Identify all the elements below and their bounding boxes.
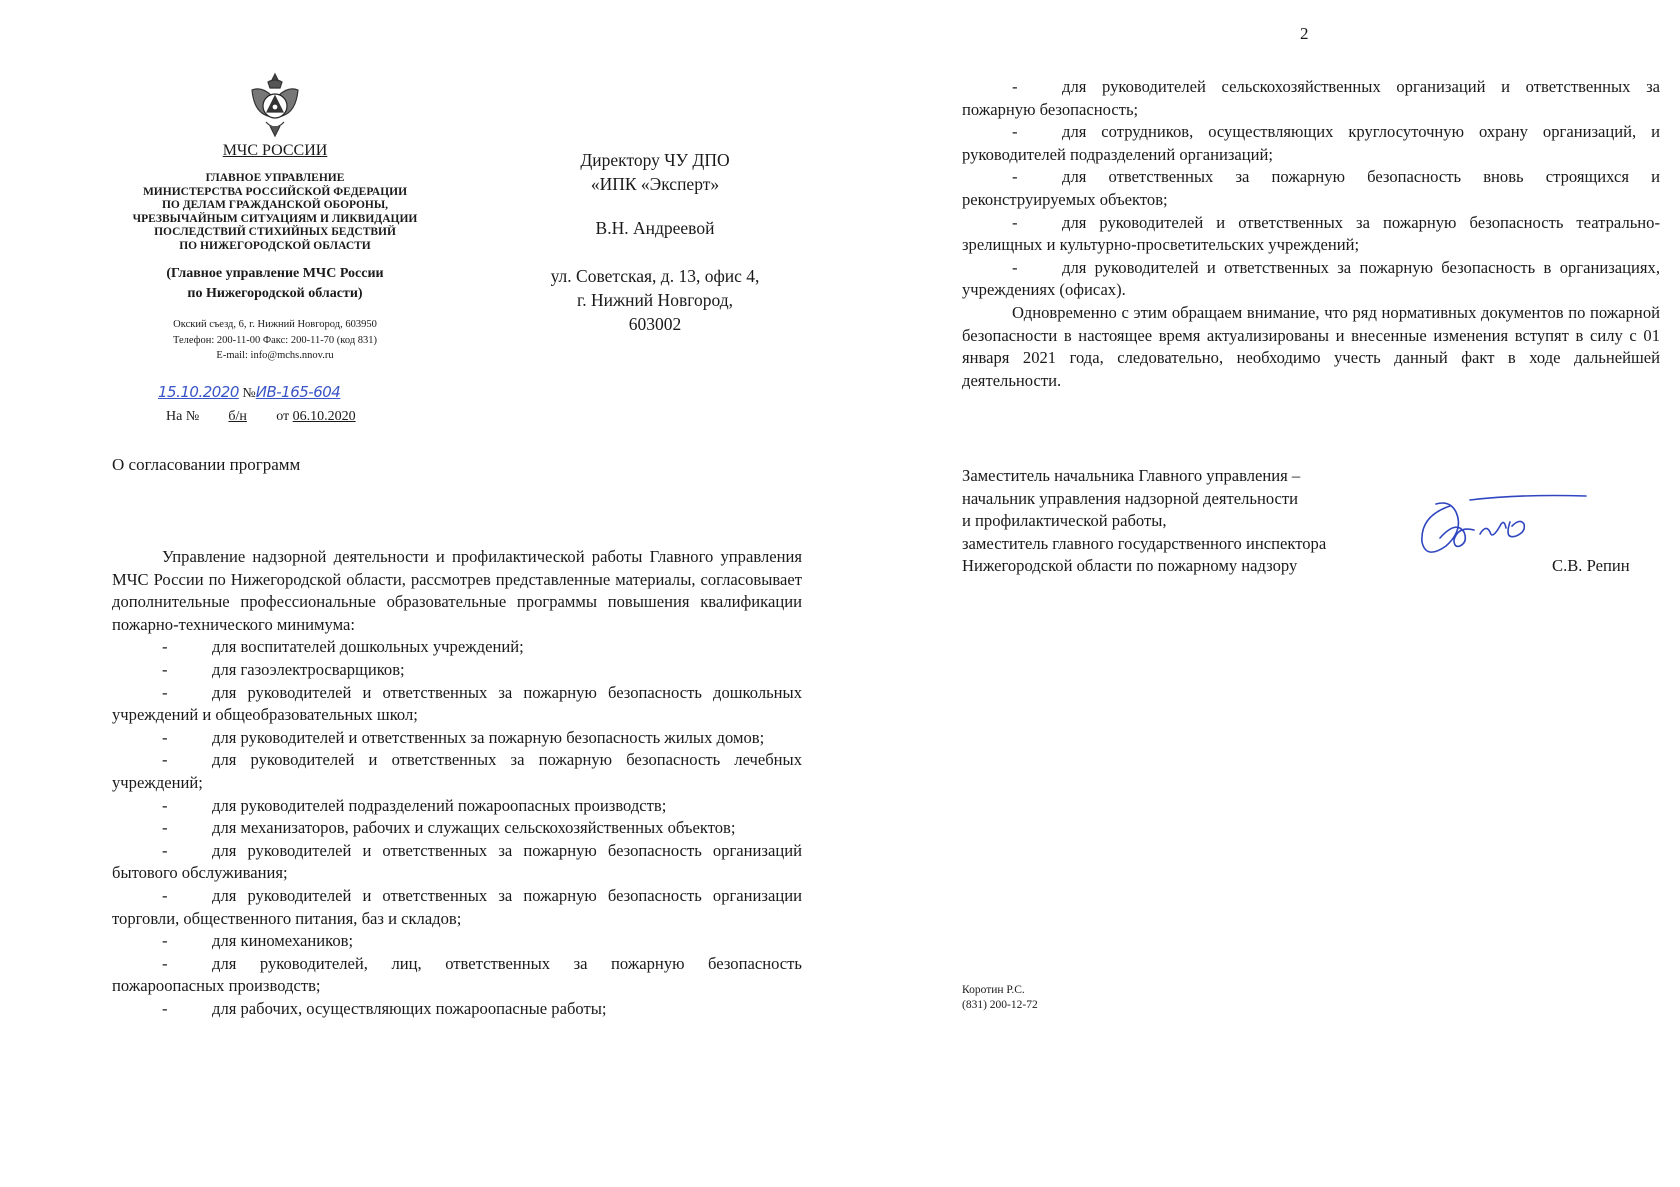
org-line: МИНИСТЕРСТВА РОССИЙСКОЙ ФЕДЕРАЦИИ [142,185,408,198]
intro-paragraph: Управление надзорной деятельности и профилактической работы Главного управления МЧС России по Нижегородской области, рассмотрев представленные материалы, согласовывает дополнительные профессиональные образовательные программы повышения квалификации пожарно-технического минимума: [112,547,802,634]
executor-name: Коротин Р.С. [962,984,1025,996]
list-item: - для киномехаников; [162,931,354,951]
list-item: - для руководителей и ответственных за пожарную безопасность театрально-зрелищных и культурно-просветительских учреждений; [962,212,1660,255]
list-item: - для руководителей подразделений пожароопасных производств; [162,795,667,815]
list-item: - для сотрудников, осуществляющих круглосуточную охрану организаций, и руководителей подразделений организаций; [962,122,1660,164]
list-item: - для газоэлектросварщиков; [162,659,405,679]
org-line: ЧРЕЗВЫЧАЙНЫМ СИТУАЦИЯМ И ЛИКВИДАЦИИ [132,212,418,225]
letter-body-page-1 [112,546,802,1020]
list-item: - для воспитателей дошкольных учреждений; [162,637,524,657]
list-item: - для механизаторов, рабочих и служащих сельскохозяйственных объектов; [162,818,736,838]
org-line: ГЛАВНОЕ УПРАВЛЕНИЕ [205,172,345,184]
signatory-line: Нижегородской области по пожарному надзору [962,556,1298,576]
org-line: ПОСЛЕДСТВИЙ СТИХИЙНЫХ БЕДСТВИЙ [154,226,396,238]
registration-line [158,383,428,402]
org-line: ПО НИЖЕГОРОДСКОЙ ОБЛАСТИ [179,239,371,252]
org-contacts [100,317,450,364]
recipient-name: В.Н. Андреевой [595,218,715,238]
list-item: - для руководителей и ответственных за пожарную безопасность в организациях, учреждениях (офисах). [962,257,1660,300]
signatory-line: Заместитель начальника Главного управления – [962,466,1301,485]
reference-date: 06.10.2020 [292,409,356,424]
signatory-line: заместитель главного государственного инспектора [962,533,1327,553]
recipient-address-line: г. Нижний Новгород, [577,290,733,310]
registration-number: ИВ-165-604 [255,383,341,401]
org-short-name: МЧС РОССИИ [222,142,328,159]
reference-number: б/н [228,409,247,424]
recipient-line: Директору ЧУ ДПО [580,150,730,170]
registration-number-label: № [242,386,256,401]
executor-info [962,983,1038,1013]
letter-body-page-2 [962,76,1660,392]
recipient-line: «ИПК «Эксперт» [590,174,720,194]
executor-phone: (831) 200-12-72 [962,999,1038,1011]
list-item: - для руководителей сельскохозяйственных организаций и ответственных за пожарную безопасность; [962,77,1660,119]
list-item: - для руководителей, лиц, ответственных за пожарную безопасность пожароопасных производств; [112,953,802,996]
closing-paragraph: Одновременно с этим обращаем внимание, что ряд нормативных документов по пожарной безопасности в настоящее время актуализированы и внесенные изменения вступят в силу с 01 января 2021 года, следовательно, необходимо учесть данный факт в ходе дальнейшей деятельности. [962,302,1660,390]
reference-line [166,409,426,425]
recipient-address-line: 603002 [628,314,682,334]
letter-subject: О согласовании программ [112,455,301,474]
org-abbreviation [100,264,450,304]
reference-date-label: от [276,409,290,424]
org-phone: Телефон: 200-11-00 Факс: 200-11-70 (код 831) [172,334,378,346]
signatory-line: начальник управления надзорной деятельности [962,488,1299,508]
recipient-title [520,148,790,196]
org-full-name [100,172,450,253]
list-item: - для руководителей и ответственных за пожарную безопасность организаций бытового обслуживания; [112,840,802,883]
signatory-line: и профилактической работы, [962,511,1167,531]
org-abbr-line: по Нижегородской области) [187,286,363,301]
list-item: - для ответственных за пожарную безопасность вновь строящихся и реконструируемых объектов; [962,167,1660,209]
list-item: - для руководителей и ответственных за пожарную безопасность жилых домов; [162,727,765,747]
org-address: Окский съезд, 6, г. Нижний Новгород, 603950 [173,319,377,330]
list-item: - для руководителей и ответственных за пожарную безопасность лечебных учреждений; [112,750,802,792]
mchs-emblem-icon [246,70,304,140]
org-line: ПО ДЕЛАМ ГРАЖДАНСКОЙ ОБОРОНЫ, [161,199,389,211]
org-abbr-line: (Главное управление МЧС России [166,266,384,281]
reference-label: На № [166,409,200,424]
list-item: - для руководителей и ответственных за пожарную безопасность организации торговли, общественного питания, баз и складов; [112,885,802,928]
recipient-address [520,264,790,336]
signatory-title [962,465,1432,578]
org-email: E-mail: info@mchs.nnov.ru [216,350,334,361]
list-item: - для рабочих, осуществляющих пожароопасные работы; [162,998,607,1018]
signatory-name: С.В. Репин [1552,556,1630,575]
recipient-address-line: ул. Советская, д. 13, офис 4, [550,266,760,286]
letter-page-2 [840,0,1680,1187]
registration-date: 15.10.2020 [158,383,239,401]
list-item: - для руководителей и ответственных за пожарную безопасность дошкольных учреждений и общеобразовательных школ; [112,682,802,725]
page-number: 2 [1300,24,1309,43]
